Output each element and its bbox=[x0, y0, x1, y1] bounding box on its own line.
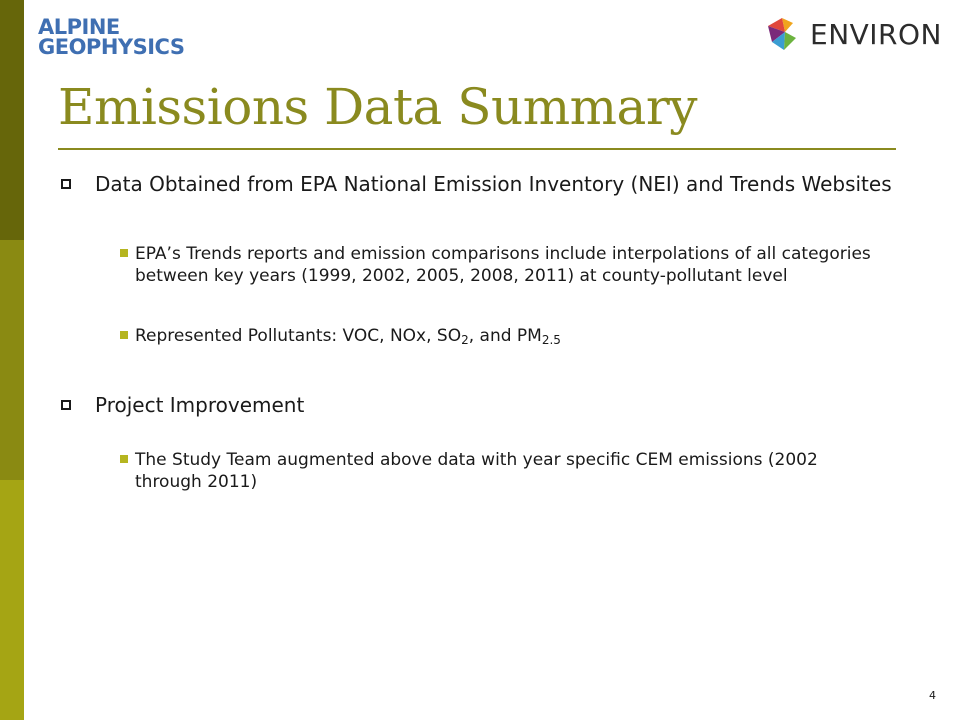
logo-line-alpine: ALPINE bbox=[38, 15, 120, 39]
pollutants-prefix: Represented Pollutants: VOC, NOx, SO bbox=[135, 326, 462, 346]
bullet-text: Data Obtained from EPA National Emission Inventory (NEI) and Trends Websites bbox=[95, 172, 892, 196]
hollow-square-bullet-icon bbox=[61, 400, 71, 410]
sub-bullet-text: The Study Team augmented above data with year specific CEM emissions (2002 through 2011) bbox=[135, 450, 818, 492]
sub-bullet-study-team bbox=[120, 449, 875, 493]
square-bullet-icon bbox=[120, 331, 128, 339]
environ-mark-icon bbox=[762, 14, 802, 54]
environ-wordmark: ENVIRON bbox=[810, 17, 942, 51]
pm25-subscript: 2.5 bbox=[541, 333, 561, 347]
title-underline bbox=[58, 148, 896, 150]
sub-bullet-text: EPA’s Trends reports and emission comparisons include interpolations of all categories between key years (1999, 2002, 2005, 2008, 2011) at county-pollutant level bbox=[135, 244, 871, 286]
slide-number: 4 bbox=[929, 689, 936, 702]
slide-content bbox=[58, 172, 908, 493]
square-bullet-icon bbox=[120, 455, 128, 463]
pollutants-mid: , and PM bbox=[468, 326, 542, 346]
sub-bullet-trends-reports bbox=[120, 243, 875, 287]
logo-line-geophysics: GEOPHYSICS bbox=[38, 35, 185, 59]
bullet-data-obtained bbox=[58, 172, 908, 197]
square-bullet-icon bbox=[120, 249, 128, 257]
so2-subscript: 2 bbox=[461, 333, 469, 347]
alpine-geophysics-logo bbox=[38, 17, 184, 57]
slide-title: Emissions Data Summary bbox=[58, 78, 697, 136]
sidebar-band-top bbox=[0, 0, 24, 240]
environ-logo bbox=[762, 14, 942, 54]
sidebar-band-middle bbox=[0, 240, 24, 480]
hollow-square-bullet-icon bbox=[61, 179, 71, 189]
bullet-project-improvement bbox=[58, 393, 908, 418]
bullet-text: Project Improvement bbox=[95, 393, 305, 417]
sidebar-band-bottom bbox=[0, 480, 24, 720]
sub-bullet-pollutants bbox=[120, 325, 875, 351]
